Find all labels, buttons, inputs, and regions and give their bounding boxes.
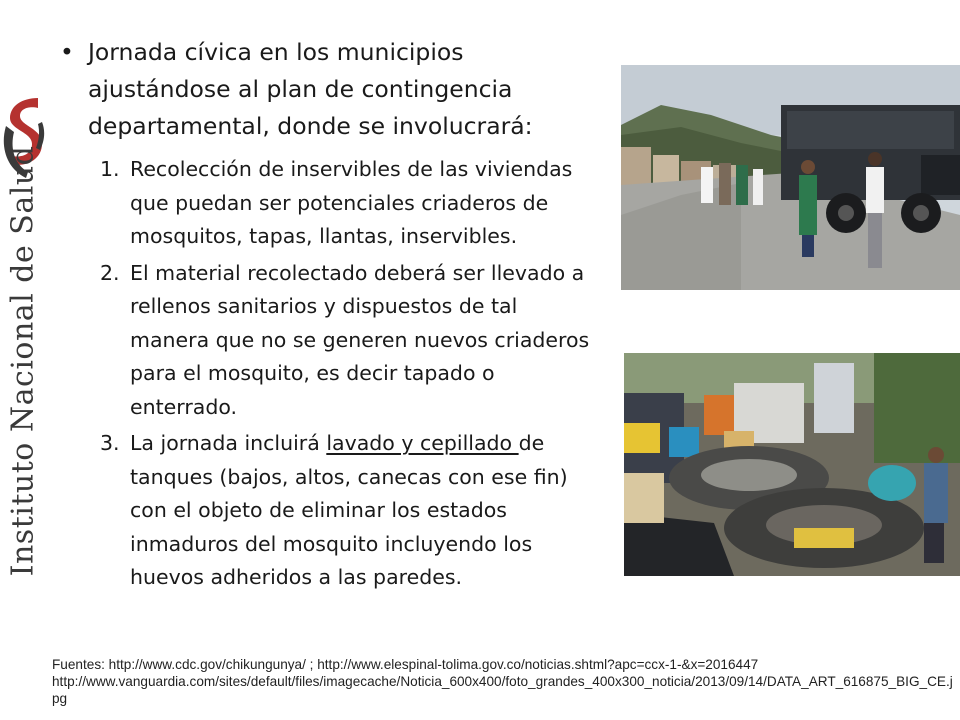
- list-item-text-after: de tanques (bajos, altos, canecas con ese fin) con el objeto de eliminar los estados inmaduros del mosquito incluyendo los huevos adheridos a las paredes.: [130, 431, 568, 589]
- lead-text: Jornada cívica en los municipios ajustándose al plan de contingencia departamental, donde se involucrará:: [88, 38, 533, 140]
- institution-name-text: Instituto Nacional de Salud: [5, 145, 41, 577]
- list-item-number: 3.: [100, 431, 120, 455]
- sources-line-2: http://www.vanguardia.com/sites/default/files/imagecache/Noticia_600x400/foto_grandes_400x300_noticia/2013/09/14/DATA_ART_616875_BIG_CE.jpg: [52, 674, 953, 706]
- sources-line-1: Fuentes: http://www.cdc.gov/chikungunya/ ; http://www.elespinal-tolima.gov.co/noticias.shtml?apc=ccx-1-&x=2016447: [52, 657, 759, 672]
- list-item-number: 2.: [100, 260, 120, 285]
- action-list: [60, 153, 600, 595]
- slide-content: [60, 34, 600, 595]
- list-item: [60, 257, 600, 425]
- street-truck-image: [621, 65, 960, 290]
- list-item: [60, 427, 600, 595]
- bullet-marker: •: [60, 38, 74, 66]
- tires-junk-image: [624, 353, 960, 576]
- list-item: [60, 153, 600, 254]
- sources-footer: [52, 656, 957, 707]
- brand-strip: [0, 0, 50, 720]
- photo-collected-tires: [624, 353, 960, 576]
- list-item-number: 1.: [100, 157, 120, 181]
- list-item-text-before: La jornada incluirá: [130, 431, 327, 455]
- photo-street-collection: [621, 65, 960, 290]
- list-item-underlined-text: lavado y cepillado: [326, 431, 519, 455]
- institution-name-vertical: [2, 145, 44, 577]
- list-item-text: Recolección de inservibles de las viviendas que puedan ser potenciales criaderos de mosquitos, tapas, llantas, inservibles.: [130, 157, 573, 248]
- list-item-text: El material recolectado deberá ser llevado a rellenos sanitarios y dispuestos de tal manera que no se generen nuevos criaderos para el mosquito, es decir tapado o enterrado.: [130, 260, 590, 419]
- lead-paragraph: [60, 34, 600, 145]
